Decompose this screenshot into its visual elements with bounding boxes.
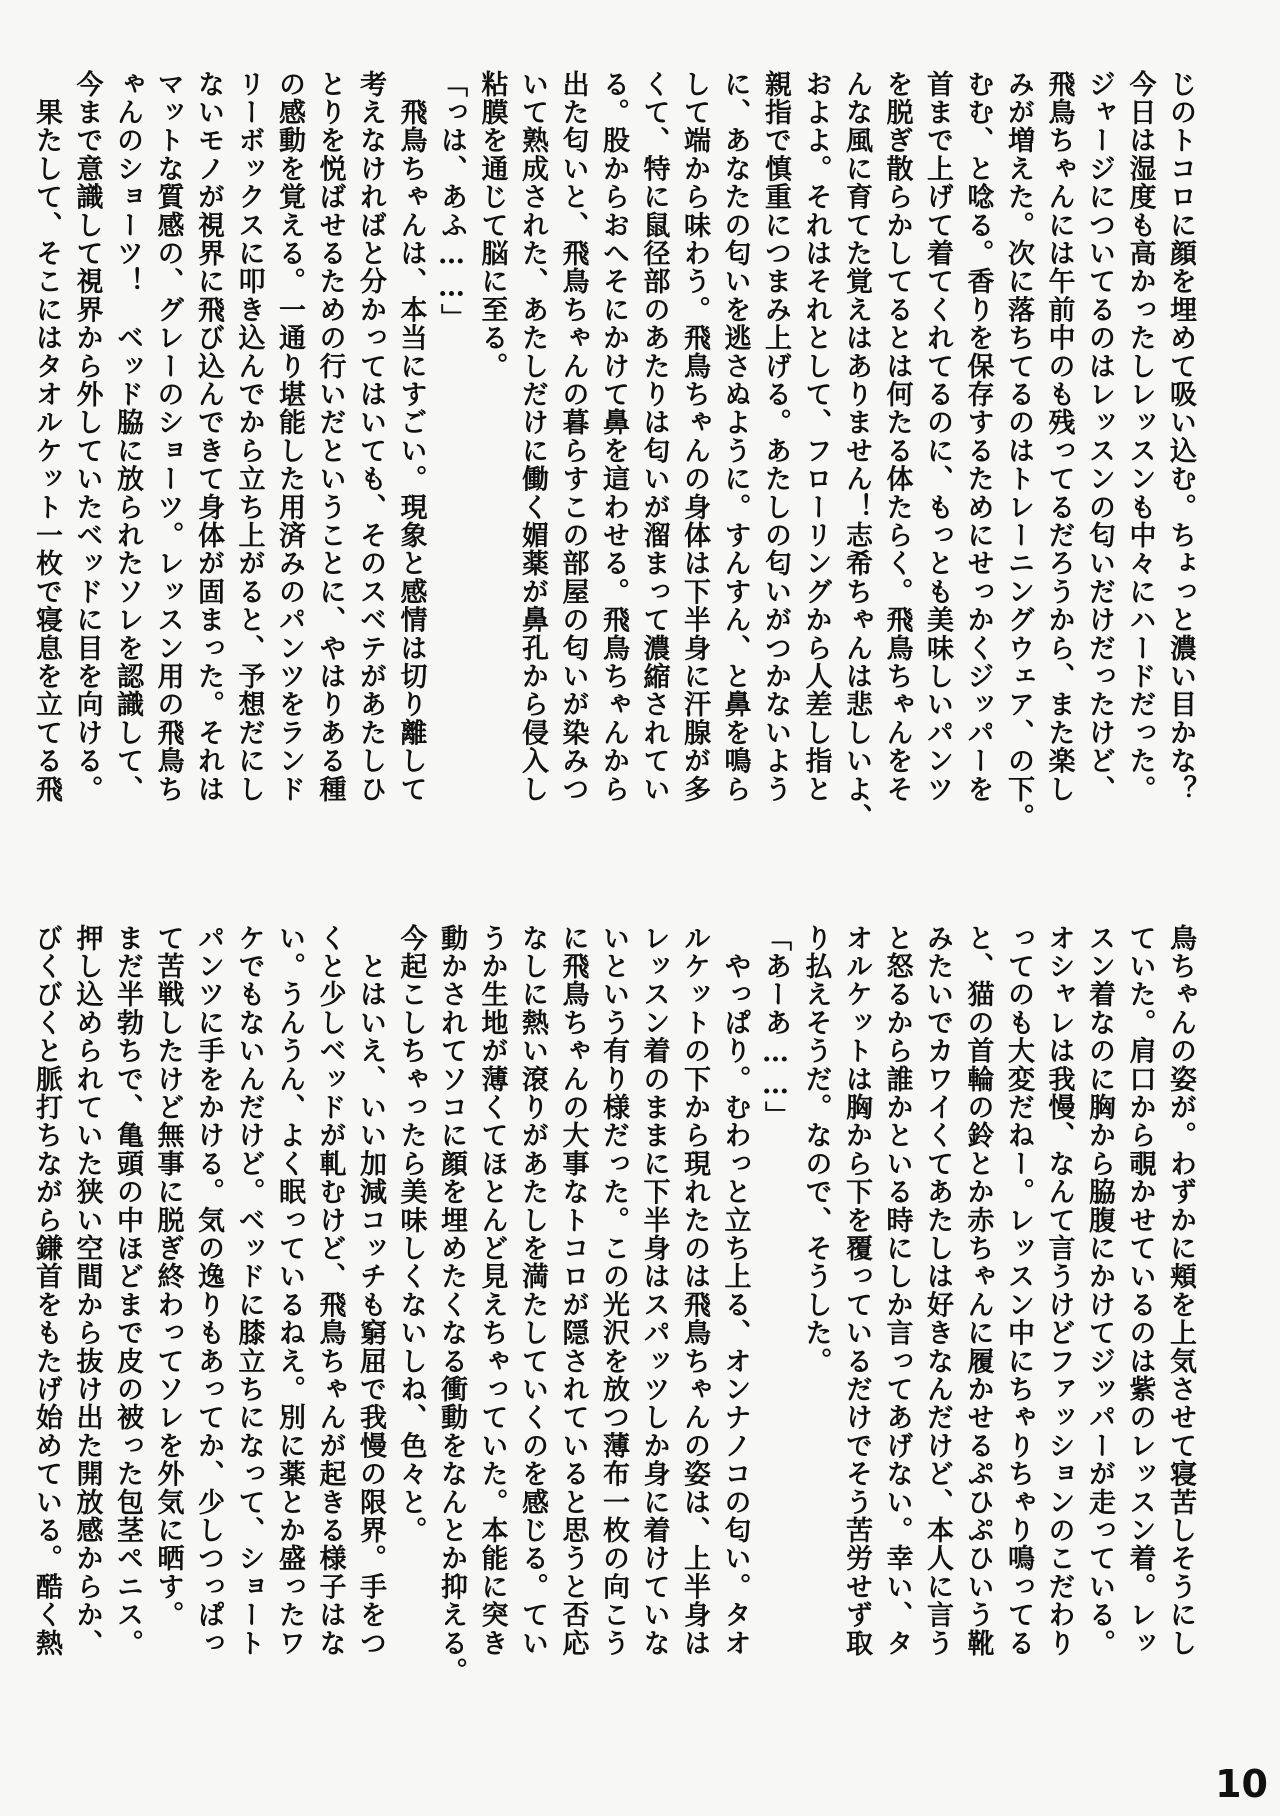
text-line: ないモノが視界に飛び込んできて身体が固まった。それは [193,70,224,804]
text-line: ルケットの下から現れたのは飛鳥ちゃんの姿は、上半身は [679,924,710,1658]
text-line: 果たして、そこにはタオルケット一枚で寝息を立てる飛 [31,70,62,804]
text-line: ていた。肩口から覗かせているのは紫のレッスン着。レッ [1124,924,1156,1658]
text-line: オルケットは胸から下を覆っているだけでそう苦労せず取 [841,924,872,1658]
text-line: を脱ぎ散らかしてるとは何たる体たらく。飛鳥ちゃんをそ [881,70,913,804]
text-line: に飛鳥ちゃんの大事なトコロが隠されていると思うと否応 [557,924,589,1658]
text-line: やっぱり。むわっと立ち上る、オンナノコの匂い。タオ [719,924,751,1658]
text-line: 出た匂いと、飛鳥ちゃんの暮らすこの部屋の匂いが染みつ [557,70,589,804]
text-line: いという有り様だった。この光沢を放つ薄布一枚の向こう [598,924,629,1658]
text-line: うか生地が薄くてほとんど見えちゃっていた。本能に突き [476,924,508,1658]
text-line: なしに熱い滾りがあたしを満たしていくのを感じる。てい [517,924,548,1658]
text-line: みが増えた。次に落ちてるのはトレーニングウェア、の下。 [1003,70,1034,832]
text-line: と、猫の首輪の鈴とか赤ちゃんに履かせるぷひぷひいう靴 [962,924,994,1658]
text-line: に、あなたの匂いを逃さぬように。すんすん、と鼻を鳴ら [719,70,751,804]
text-line: 「っは、あふ……」 [436,70,467,332]
lower-text-block [31,924,1200,1724]
text-line: とはいえ、いい加減コッチも窮屈で我慢の限界。手をつ [355,924,386,1658]
text-line: 今日は湿度も高かったしレッスンも中々にハードだった。 [1124,70,1156,804]
text-line: り払えそうだ。なので、そうした。 [800,924,832,1376]
text-line: ジャージについてるのはレッスンの匂いだけだったけど、 [1084,70,1115,804]
text-line: レッスン着のままに下半身はスパッツしか身に着けていな [638,924,670,1658]
text-line: スン着なのに胸から脇腹にかけてジッパーが走っている。 [1084,924,1115,1658]
text-line: 「あーあ……」 [760,924,791,1130]
text-line: パンツに手をかける。気の逸りもあってか、少しつっぱっ [193,924,224,1658]
text-line: して端から味わう。飛鳥ちゃんの身体は下半身に汗腺が多 [679,70,710,804]
text-line: 首まで上げて着てくれてるのに、もっとも美味しいパンツ [922,70,953,804]
text-line: くと少しベッドが軋むけど、飛鳥ちゃんが起きる様子はな [314,924,346,1658]
text-line: むむ、と唸る。香りを保存するためにせっかくジッパーを [962,70,994,804]
text-line: の感動を覚える。一通り堪能した用済みのパンツをランド [274,70,305,804]
text-line: い。うんうん、よく眠っているねえ。別に薬とか盛ったワ [274,924,305,1658]
text-line: およよ。それはそれとして、フローリングから人差し指と [800,70,832,804]
text-line: 粘膜を通じて脳に至る。 [476,70,508,381]
text-line: みたいでカワイくてあたしは好きなんだけど、本人に言う [922,924,953,1658]
text-line: くて、特に鼠径部のあたりは匂いが溜まって濃縮されてい [638,70,670,804]
text-line: 今起こしちゃったら美味しくないしね、色々と。 [395,924,427,1545]
text-line: いて熟成された、あたしだけに働く媚薬が鼻孔から侵入し [517,70,548,804]
text-line: 動かされてソコに顔を埋めたくなる衝動をなんとか抑える。 [436,924,467,1686]
text-line: オシャレは我慢、なんて言うけどファッションのこだわり [1043,924,1075,1658]
text-line: て苦戦したけど無事に脱ぎ終わってソレを外気に晒す。 [152,924,184,1629]
upper-text-block [31,70,1200,870]
text-line: リーボックスに叩き込んでから立ち上がると、予想だにし [233,70,265,804]
text-line: 飛鳥ちゃんは、本当にすごい。現象と感情は切り離して [395,70,427,804]
text-line: 今まで意識して視界から外していたベッドに目を向ける。 [71,70,103,804]
text-line: んな風に育てた覚えはありません！志希ちゃんは悲しいよ、 [841,70,872,832]
text-line: 飛鳥ちゃんには午前中のも残ってるだろうから、また楽し [1043,70,1075,804]
text-line: ってのも大変だねー。レッスン中にちゃりちゃり鳴ってる [1003,924,1034,1658]
page-number: 10 [1215,1762,1268,1806]
text-line: 押し込められていた狭い空間から抜け出た開放感からか、 [71,924,103,1658]
text-line: ケでもないんだけど。ベッドに膝立ちになって、ショート [233,924,265,1658]
text-line: びくびくと脈打ちながら鎌首をもたげ始めている。酷く熱 [31,924,62,1658]
text-line: とりを悦ばせるための行いだということに、やはりある種 [314,70,346,804]
text-line: まだ半勃ちで、亀頭の中ほどまで皮の被った包茎ペニス。 [112,924,143,1658]
text-line: と怒るから誰かといる時にしか言ってあげない。幸い、タ [881,924,913,1658]
text-line: マットな質感の、グレーのショーツ。レッスン用の飛鳥ち [152,70,184,804]
text-line: 親指で慎重につまみ上げる。あたしの匂いがつかないよう [760,70,791,804]
text-line: ゃんのショーツ！ ベッド脇に放られたソレを認識して、 [112,70,143,804]
text-line: る。股からおへそにかけて鼻を這わせる。飛鳥ちゃんから [598,70,629,804]
text-line: 鳥ちゃんの姿が。わずかに頬を上気させて寝苦しそうにし [1165,924,1196,1658]
text-line: じのトコロに顔を埋めて吸い込む。ちょっと濃い目かな？ [1165,70,1196,804]
text-line: 考えなければと分かってはいても、そのスベテがあたしひ [355,70,386,804]
